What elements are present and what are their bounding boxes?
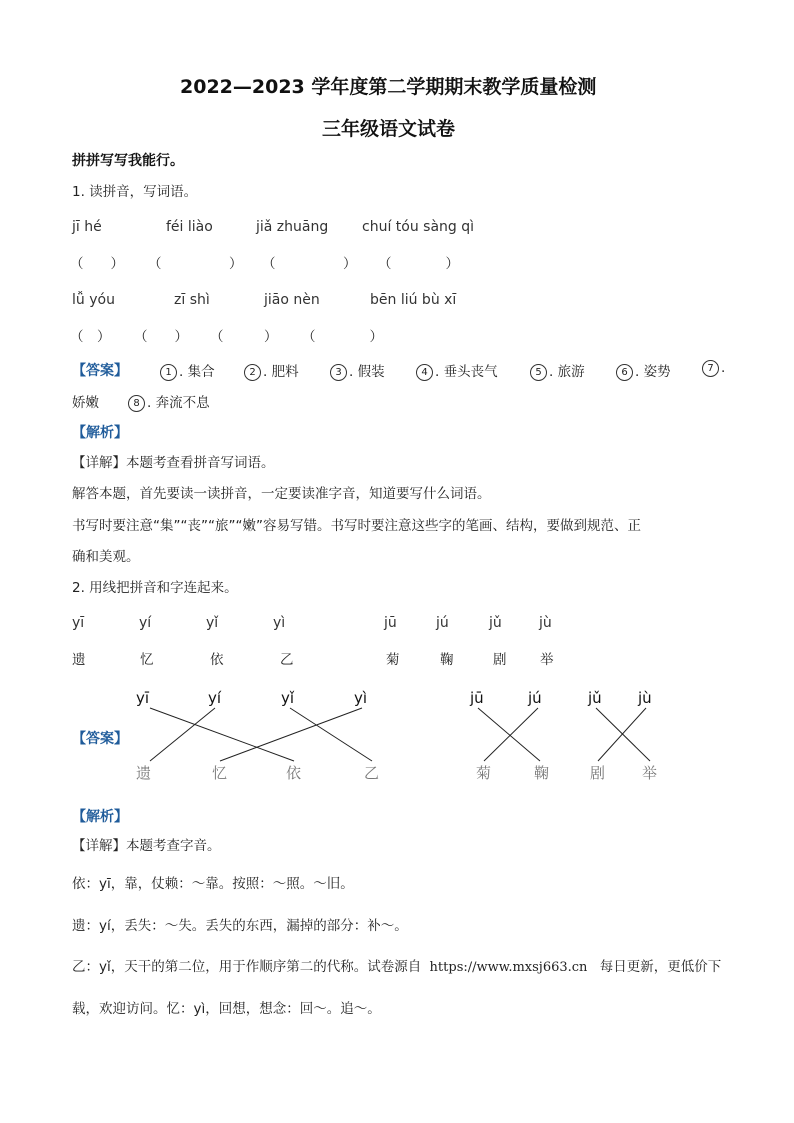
q1-blank-1[interactable]: （ ） — [70, 256, 124, 272]
q1-pinyin-1: jī hé — [72, 219, 102, 235]
diagram-pinyin-5: jū — [470, 689, 484, 707]
q2-char-7: 剧 — [493, 652, 507, 668]
q2-pinyin-6: jú — [436, 615, 449, 631]
q1-detail: 【详解】本题考查看拼音写词语。 — [72, 455, 275, 471]
q1-blank-7[interactable]: （ ） — [210, 329, 278, 345]
q2-char-2: 忆 — [140, 652, 154, 668]
diagram-char-1: 遗 — [136, 764, 152, 782]
q1-blank-8[interactable]: （ ） — [302, 329, 383, 345]
circled-number-5: 5 — [530, 364, 547, 381]
diagram-pinyin-6: jú — [528, 689, 542, 707]
q1-answer-3: 3 . 假装 — [330, 360, 385, 381]
q2-char-6: 鞠 — [440, 652, 454, 668]
diagram-char-8: 举 — [642, 764, 658, 782]
q2-answer-tag: 【答案】 — [72, 731, 128, 747]
q2-char-3: 依 — [210, 652, 224, 668]
q2-analysis-tag: 【解析】 — [72, 809, 128, 825]
q2-explanation-line-3 — [72, 957, 721, 978]
q1-pinyin-2: féi liào — [166, 219, 213, 235]
q1-explanation-line-2: 书写时要注意“集”“丧”“旅”“嫩”容易写错。书写时要注意这些字的笔画、结构，要做到规范、正 — [72, 518, 641, 534]
diagram-char-7: 剧 — [590, 764, 606, 782]
circled-number-6: 6 — [616, 364, 633, 381]
q1-blank-6[interactable]: （ ） — [134, 329, 188, 345]
q1-explanation-line-3: 确和美观。 — [72, 549, 140, 565]
q1-answer-1: 1 . 集合 — [160, 360, 215, 381]
line-yi1-yi-char — [150, 708, 294, 761]
q1-blank-3[interactable]: （ ） — [262, 256, 357, 272]
q1-answer-4: 4 . 垂头丧气 — [416, 360, 498, 381]
q2-char-4: 乙 — [280, 652, 294, 668]
source-link[interactable]: https://www.mxsj663.cn — [429, 960, 588, 975]
question-1-prompt: 1. 读拼音，写词语。 — [72, 184, 198, 200]
q1-answer-8: 8 . 奔流不息 — [128, 391, 210, 412]
q2-char-5: 菊 — [386, 652, 400, 668]
q2-explanation-line-2: 遗：yí，丢失：～失。丢失的东西，漏掉的部分：补～。 — [72, 918, 408, 934]
diagram-pinyin-7: jǔ — [588, 689, 602, 707]
q2-pinyin-1: yī — [72, 615, 85, 631]
q1-pinyin-5: lǚ yóu — [72, 292, 115, 308]
q1-answer-2: 2 . 肥料 — [244, 360, 299, 381]
circled-number-8: 8 — [128, 395, 145, 412]
q2-pinyin-3: yǐ — [206, 615, 219, 631]
q2-explanation-line-4: 载，欢迎访问。忆：yì，回想，想念：回～。追～。 — [72, 1001, 381, 1017]
section-title: 拼拼写写我能行。 — [72, 153, 184, 169]
circled-number-3: 3 — [330, 364, 347, 381]
diagram-pinyin-2: yí — [208, 689, 222, 707]
page-subtitle: 三年级语文试卷 — [322, 118, 456, 140]
q2-pinyin-8: jù — [539, 615, 552, 631]
line-ju4-ju-char — [598, 708, 646, 761]
line-ju3-ju-char — [596, 708, 650, 761]
q2-explanation-line-3-tail: 每日更新，更低价下 — [599, 959, 722, 975]
diagram-char-3: 依 — [286, 764, 302, 782]
circled-number-7: 7 — [702, 360, 719, 377]
q1-explanation-line-1: 解答本题，首先要读一读拼音，一定要读准字音，知道要写什么词语。 — [72, 486, 491, 502]
line-ju2-ju-char — [484, 708, 538, 761]
q1-blank-5[interactable]: （ ） — [70, 329, 111, 345]
line-yi2-yi-char — [150, 708, 215, 761]
diagram-pinyin-8: jù — [638, 689, 652, 707]
q1-pinyin-6: zī shì — [174, 292, 210, 308]
circled-number-2: 2 — [244, 364, 261, 381]
q2-char-1: 遗 — [72, 652, 86, 668]
line-yi4-yi-char — [220, 708, 362, 761]
q1-answer-7: 7 . — [702, 360, 725, 377]
q1-pinyin-3: jiǎ zhuāng — [256, 219, 329, 235]
diagram-char-6: 鞠 — [534, 764, 550, 782]
diagram-char-4: 乙 — [364, 764, 380, 782]
line-ju1-ju-char — [478, 708, 540, 761]
circled-number-4: 4 — [416, 364, 433, 381]
q1-pinyin-8: bēn liú bù xī — [370, 292, 457, 308]
q1-pinyin-4: chuí tóu sàng qì — [362, 219, 475, 235]
q2-pinyin-4: yì — [273, 615, 286, 631]
question-2-prompt: 2. 用线把拼音和字连起来。 — [72, 580, 238, 596]
q1-answer-6: 6 . 姿势 — [616, 360, 671, 381]
diagram-pinyin-3: yǐ — [281, 689, 295, 707]
q2-pinyin-2: yí — [139, 615, 152, 631]
q2-pinyin-7: jǔ — [489, 615, 502, 631]
q1-answer-7-word: 娇嫩 — [72, 395, 99, 411]
q1-pinyin-7: jiāo nèn — [264, 292, 320, 308]
q1-answer-5: 5 . 旅游 — [530, 360, 585, 381]
q1-blank-2[interactable]: （ ） — [148, 256, 243, 272]
diagram-char-5: 菊 — [476, 764, 492, 782]
q2-explanation-line-1: 依：yī，靠，仗赖：～靠。按照：～照。～旧。 — [72, 876, 354, 892]
q2-explanation-line-3-text: 乙：yǐ，天干的第二位，用于作顺序第二的代称。试卷源自 — [72, 959, 422, 975]
diagram-char-2: 忆 — [212, 764, 228, 782]
q1-analysis-tag: 【解析】 — [72, 425, 128, 441]
q1-answer-tag: 【答案】 — [72, 363, 128, 379]
q2-detail: 【详解】本题考查字音。 — [72, 838, 221, 854]
diagram-pinyin-4: yì — [354, 689, 368, 707]
page-title: 2022—2023 学年度第二学期期末教学质量检测 — [180, 76, 597, 98]
q1-blank-4[interactable]: （ ） — [378, 256, 459, 272]
circled-number-1: 1 — [160, 364, 177, 381]
diagram-pinyin-1: yī — [136, 689, 150, 707]
line-yi3-yi-char — [290, 708, 372, 761]
q2-pinyin-5: jū — [384, 615, 397, 631]
q2-char-8: 举 — [540, 652, 554, 668]
